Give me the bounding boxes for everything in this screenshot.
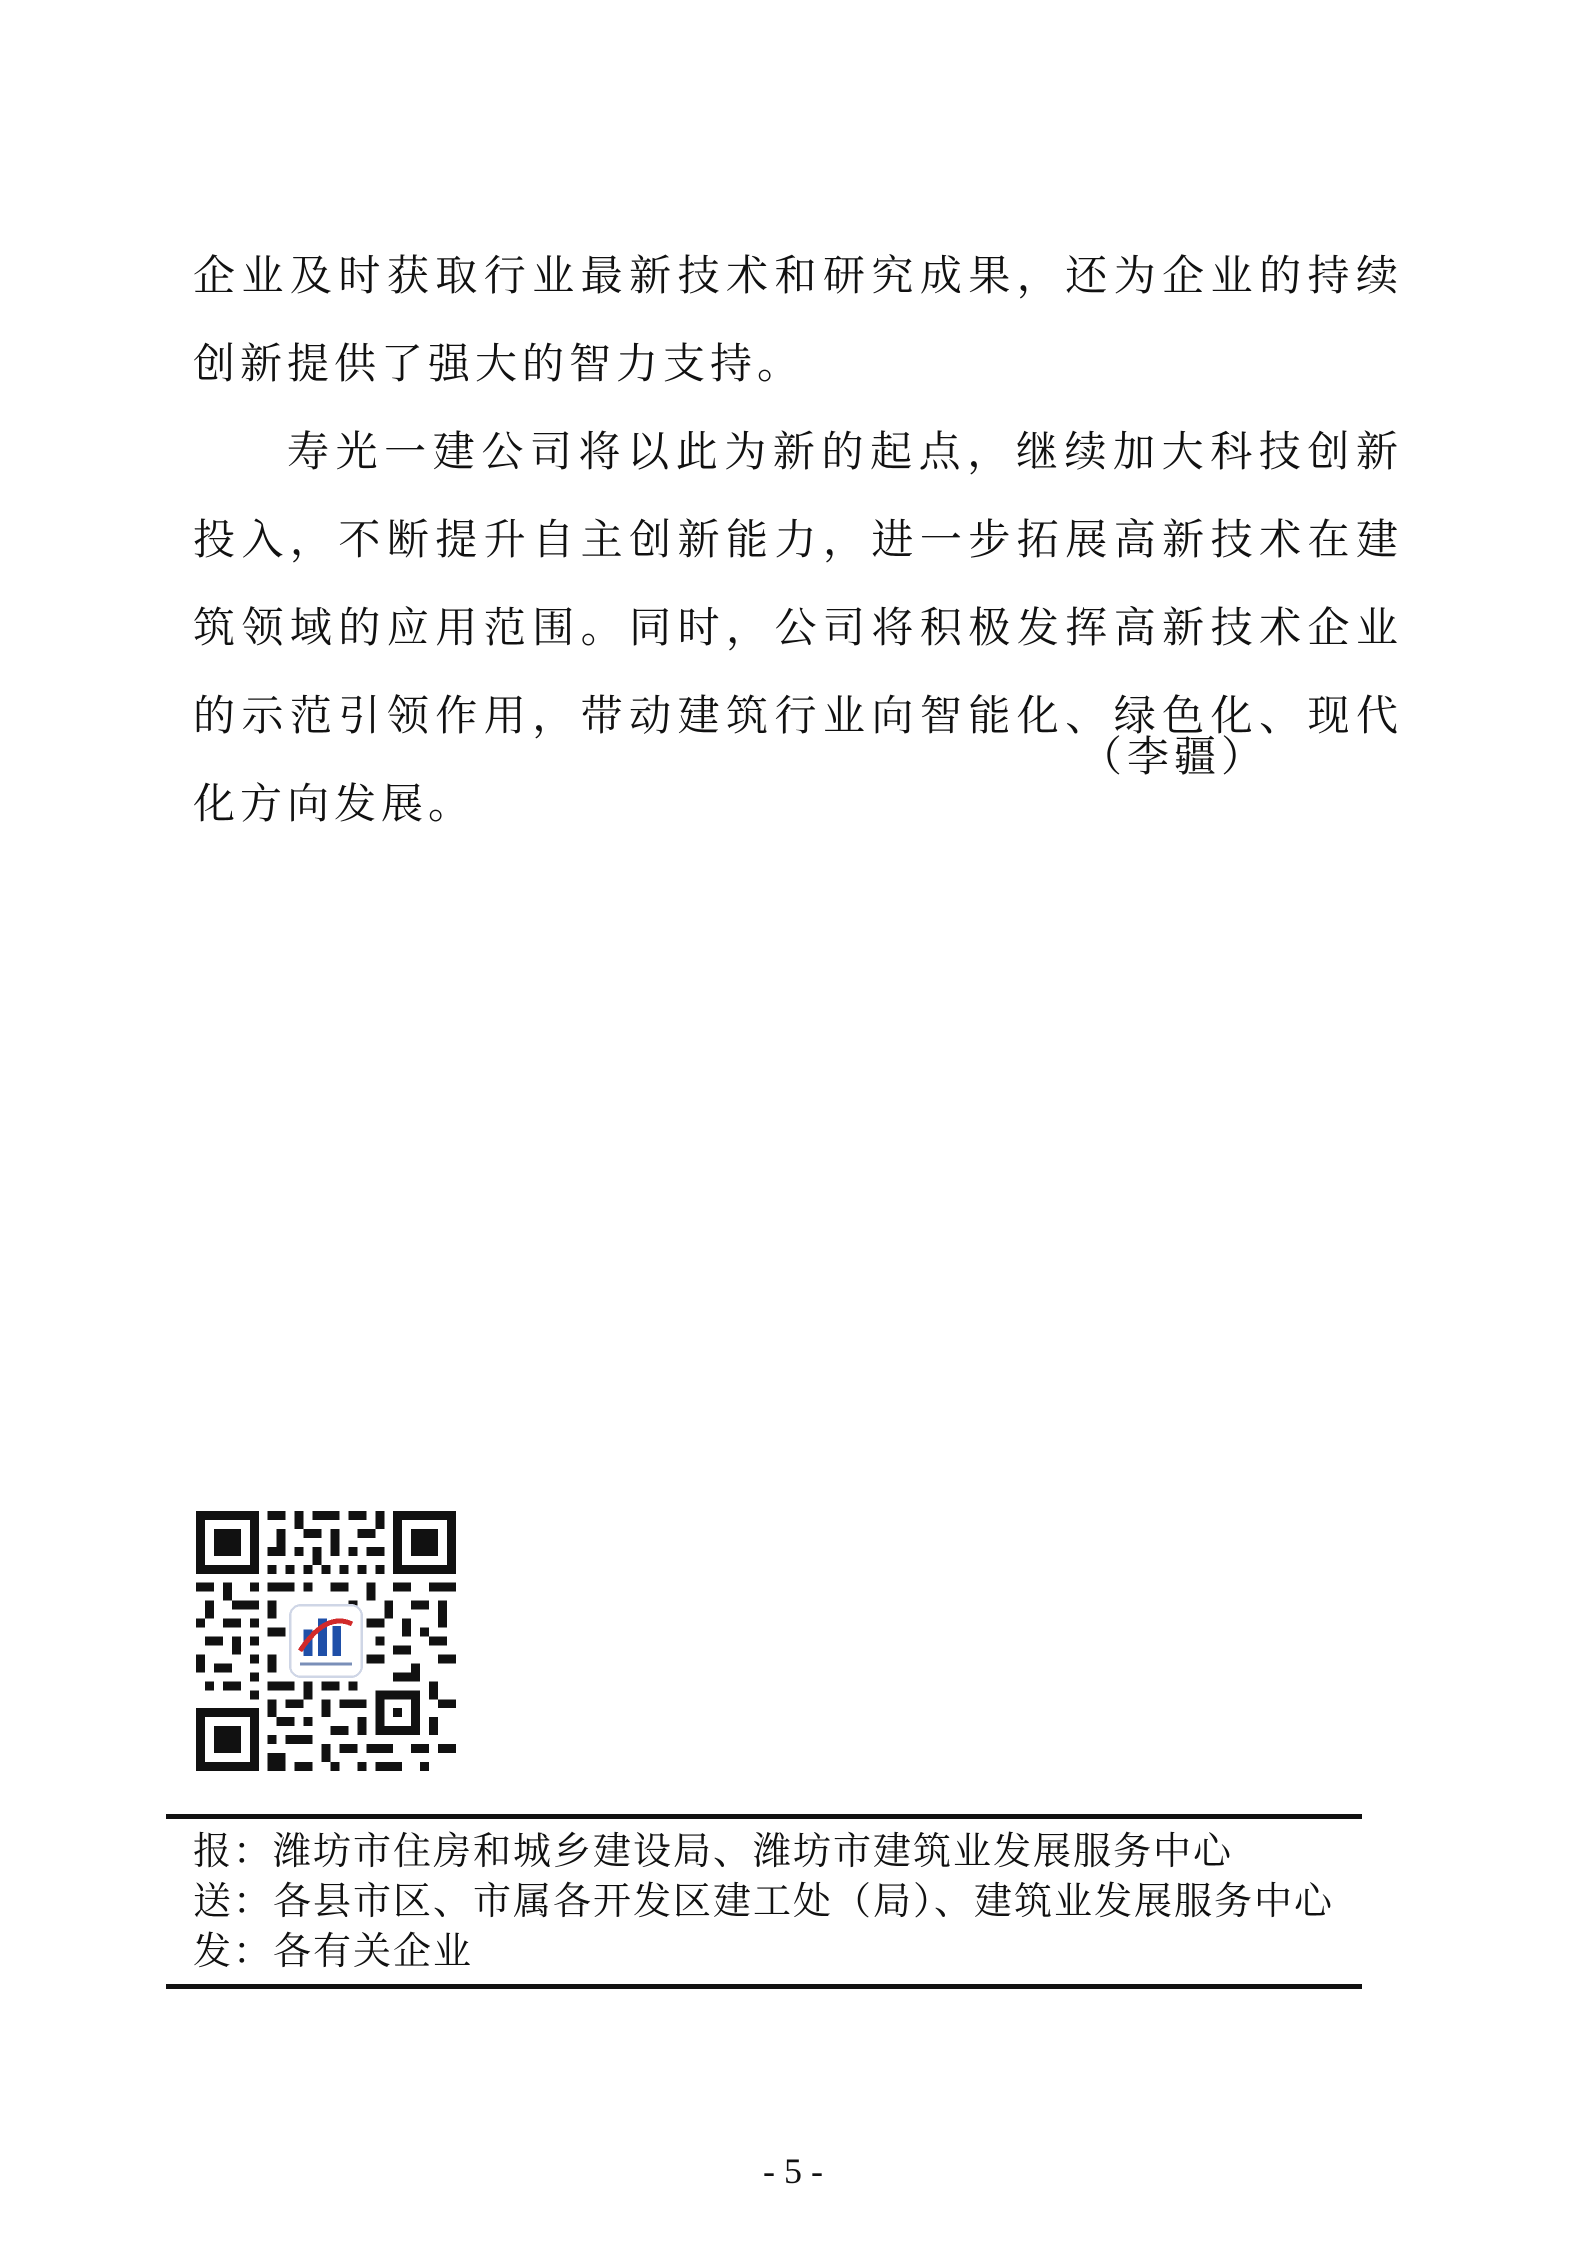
paragraph-closing: 寿光一建公司将以此为新的起点，继续加大科技创新投入，不断提升自主创新能力，进一步拓展高新技术在建筑领域的应用范围。同时，公司将积极发挥高新技术企业的示范引领作用，带动建筑行业向智能化、绿色化、现代化方向发展。 [193,427,1403,828]
send-to-row [193,1876,1334,1926]
author-byline: （李疆） [1080,732,1269,781]
issue-to-row [193,1926,1334,1976]
page-number: - 5 - [763,2151,823,2191]
issue-to-label: 发： [193,1929,274,1973]
distribution-bottom-rule [166,1984,1362,1989]
distribution-top-rule [166,1814,1362,1819]
report-to-row [193,1826,1334,1876]
qr-code-icon [196,1510,456,1772]
send-to-label: 送： [193,1879,274,1923]
issue-to-value: 各有关企业 [273,1929,474,1973]
organization-logo-icon [290,1605,362,1677]
report-to-label: 报： [193,1829,274,1873]
send-to-value: 各县市区、市属各开发区建工处（局）、建筑业发展服务中心 [273,1879,1335,1923]
distribution-list [193,1826,1334,1976]
report-to-value: 潍坊市住房和城乡建设局、潍坊市建筑业发展服务中心 [273,1829,1234,1873]
paragraph-continued: 企业及时获取行业最新技术和研究成果，还为企业的持续创新提供了强大的智力支持。 [193,251,1403,388]
